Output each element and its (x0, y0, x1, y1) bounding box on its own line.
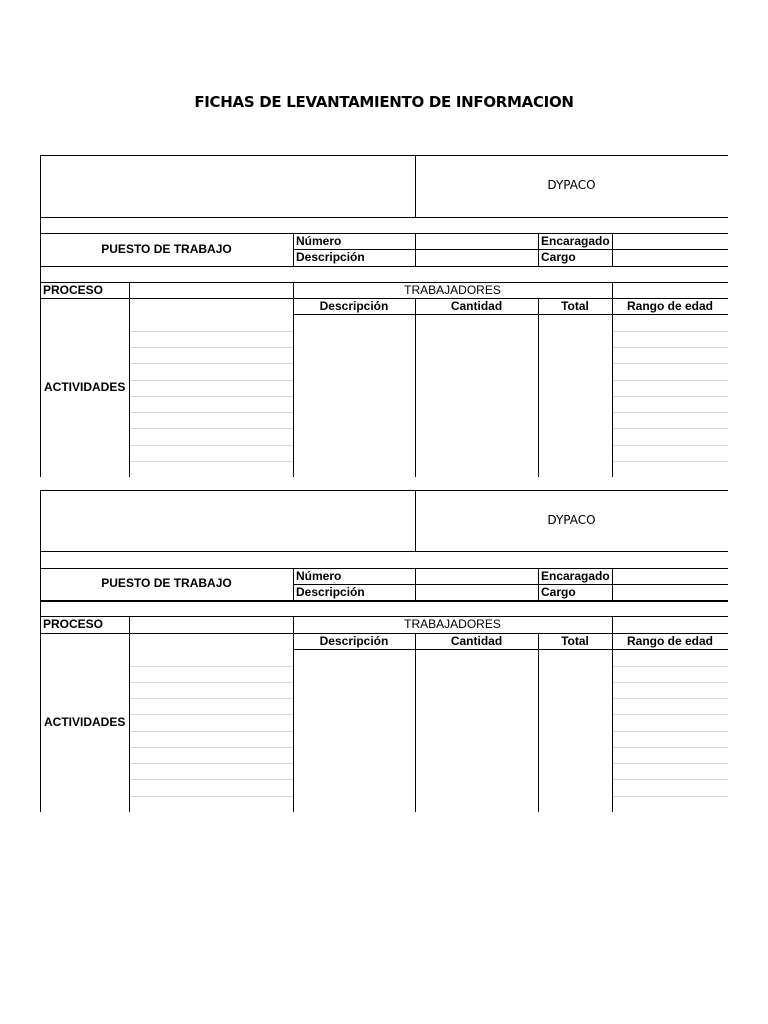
company-name: DYPACO (547, 178, 596, 192)
cargo-label: Cargo (541, 250, 576, 264)
document-title: FICHAS DE LEVANTAMIENTO DE INFORMACION (194, 93, 574, 111)
descripcion-label: Descripción (296, 585, 365, 599)
trabajadores-header: TRABAJADORES (404, 283, 501, 297)
encargado-label: Encaragado (541, 234, 610, 248)
column-header-rango-edad: Rango de edad (626, 299, 713, 313)
job-position-label: PUESTO DE TRABAJO (101, 242, 232, 256)
proceso-label: PROCESO (43, 617, 104, 631)
descripcion-label: Descripción (296, 250, 365, 264)
encargado-label: Encaragado (541, 569, 610, 583)
info-sheet-2 (0, 490, 768, 815)
column-header-cantidad: Cantidad (450, 299, 503, 313)
info-sheet-1 (0, 155, 768, 480)
column-header-descripcion: Descripción (319, 299, 389, 313)
column-header-cantidad: Cantidad (450, 634, 503, 648)
column-header-descripcion: Descripción (319, 634, 389, 648)
trabajadores-header: TRABAJADORES (404, 617, 501, 631)
numero-label: Número (296, 234, 342, 248)
actividades-label: ACTIVIDADES (44, 715, 126, 729)
proceso-label: PROCESO (43, 283, 104, 297)
company-name: DYPACO (547, 513, 596, 527)
actividades-label: ACTIVIDADES (44, 380, 126, 394)
numero-label: Número (296, 569, 342, 583)
cargo-label: Cargo (541, 585, 576, 599)
job-position-label: PUESTO DE TRABAJO (101, 576, 232, 590)
column-header-rango-edad: Rango de edad (626, 634, 713, 648)
column-header-total: Total (561, 634, 589, 648)
column-header-total: Total (561, 299, 589, 313)
